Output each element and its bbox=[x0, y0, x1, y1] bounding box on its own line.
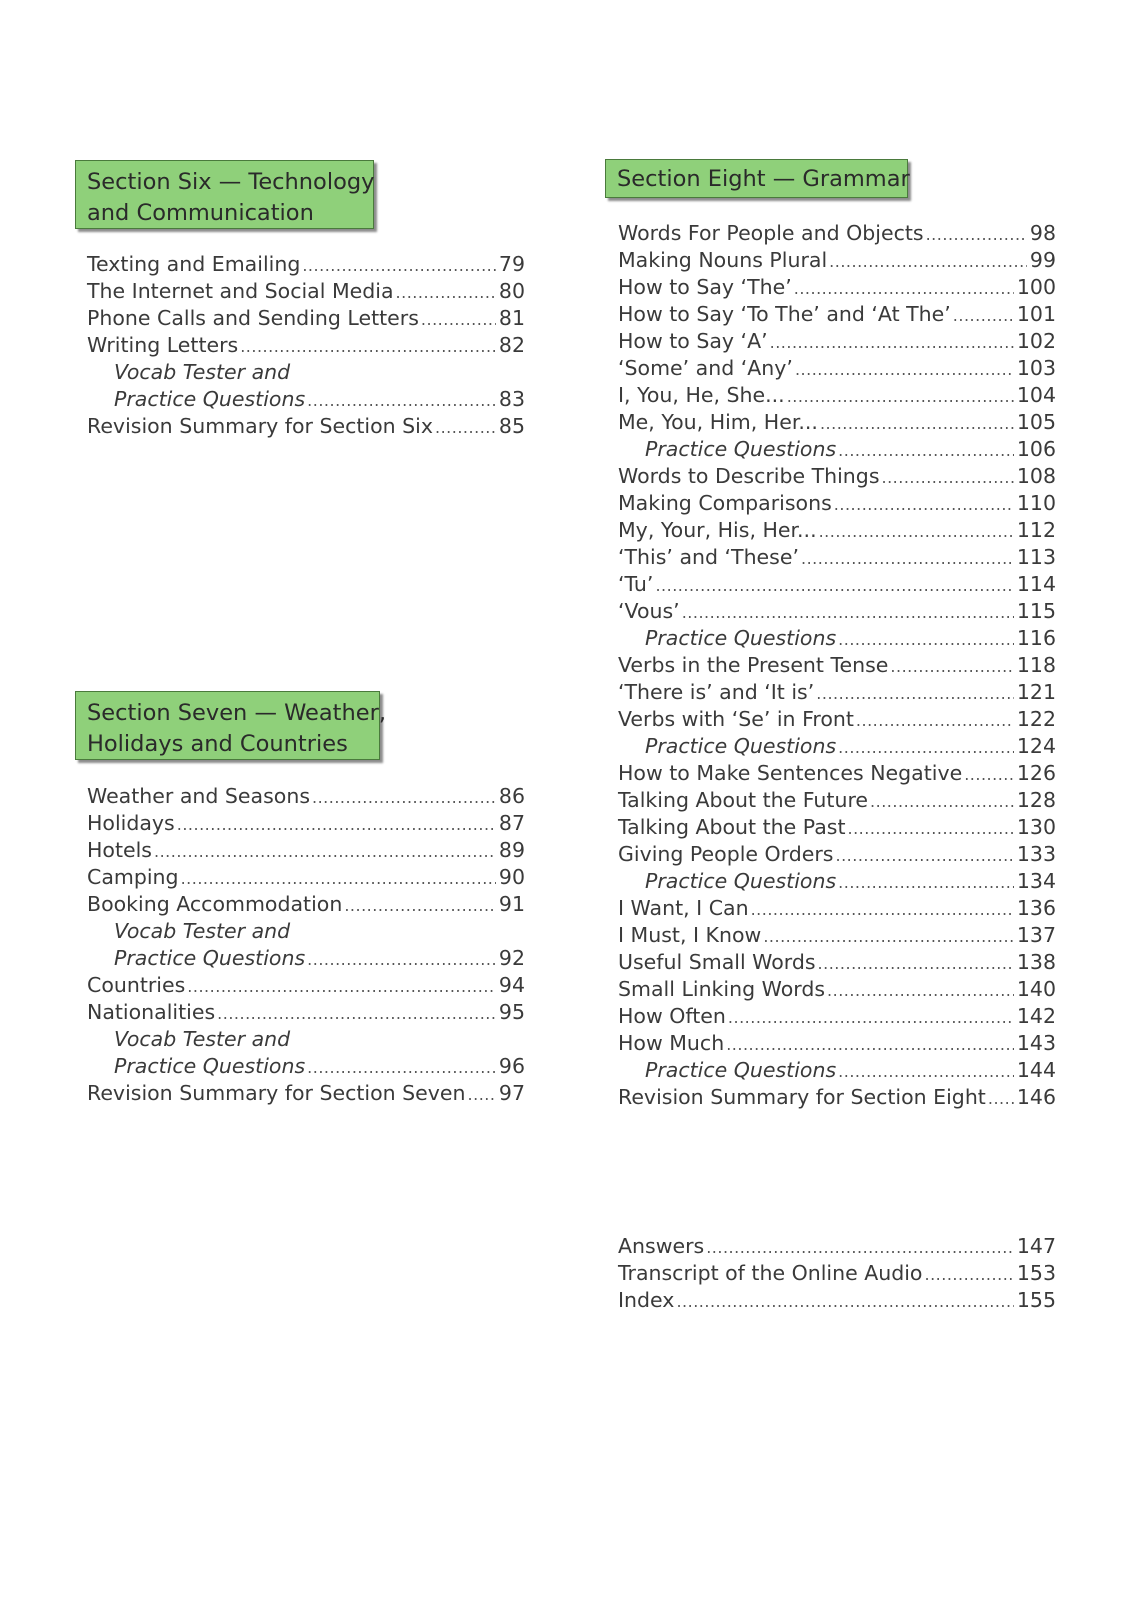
toc-entry[interactable]: I, You, He, She... ..... 104 bbox=[618, 382, 1056, 409]
toc-entry[interactable]: I Must, I Know ..... 137 bbox=[618, 922, 1056, 949]
toc-entry[interactable]: How Often ..... 142 bbox=[618, 1003, 1056, 1030]
toc-entry[interactable]: Hotels ..... 89 bbox=[87, 837, 525, 864]
toc-entry[interactable]: The Internet and Social Media ..... 80 bbox=[87, 278, 525, 305]
section-eight-toc bbox=[618, 220, 1056, 1111]
toc-entry[interactable]: Camping ..... 90 bbox=[87, 864, 525, 891]
toc-entry[interactable]: Verbs in the Present Tense ..... 118 bbox=[618, 652, 1056, 679]
section-six-title-line1: Section Six — Technology bbox=[87, 169, 375, 195]
toc-entry[interactable]: Revision Summary for Section Eight ..... 146 bbox=[618, 1084, 1056, 1111]
section-seven-title-line1: Section Seven — Weather, bbox=[87, 700, 386, 726]
toc-entry[interactable]: Practice Questions ..... 124 bbox=[618, 733, 1056, 760]
section-eight-title: Section Eight — Grammar bbox=[617, 166, 910, 192]
section-six-header bbox=[75, 160, 374, 229]
section-seven-toc bbox=[87, 783, 525, 1107]
toc-entry[interactable]: Practice Questions ..... 116 bbox=[618, 625, 1056, 652]
section-seven-title-line2: Holidays and Countries bbox=[87, 731, 348, 757]
toc-entry[interactable]: Phone Calls and Sending Letters ..... 81 bbox=[87, 305, 525, 332]
toc-entry[interactable]: Making Comparisons ..... 110 bbox=[618, 490, 1056, 517]
toc-entry[interactable]: How to Say ‘The’ ..... 100 bbox=[618, 274, 1056, 301]
toc-entry[interactable]: Practice Questions ..... 134 bbox=[618, 868, 1056, 895]
toc-entry[interactable]: Practice Questions ..... 96 bbox=[87, 1053, 525, 1080]
toc-entry[interactable]: I Want, I Can ..... 136 bbox=[618, 895, 1056, 922]
toc-entry[interactable]: Transcript of the Online Audio ..... 153 bbox=[618, 1260, 1056, 1287]
toc-subheading: Vocab Tester and bbox=[114, 1027, 291, 1051]
toc-entry[interactable]: Talking About the Past ..... 130 bbox=[618, 814, 1056, 841]
toc-entry[interactable]: Texting and Emailing ..... 79 bbox=[87, 251, 525, 278]
toc-entry[interactable]: How Much ..... 143 bbox=[618, 1030, 1056, 1057]
toc-entry[interactable]: Countries ..... 94 bbox=[87, 972, 525, 999]
toc-entry[interactable]: How to Say ‘A’ ..... 102 bbox=[618, 328, 1056, 355]
toc-entry[interactable]: Practice Questions ..... 144 bbox=[618, 1057, 1056, 1084]
toc-entry[interactable]: Revision Summary for Section Six ..... 85 bbox=[87, 413, 525, 440]
toc-entry[interactable]: My, Your, His, Her... ..... 112 bbox=[618, 517, 1056, 544]
toc-entry[interactable]: Verbs with ‘Se’ in Front ..... 122 bbox=[618, 706, 1056, 733]
toc-entry[interactable]: Answers ..... 147 bbox=[618, 1233, 1056, 1260]
toc-entry[interactable]: Writing Letters ..... 82 bbox=[87, 332, 525, 359]
toc-entry[interactable]: Practice Questions ..... 106 bbox=[618, 436, 1056, 463]
toc-entry[interactable]: How to Make Sentences Negative ..... 126 bbox=[618, 760, 1056, 787]
section-seven-header bbox=[75, 691, 386, 760]
toc-entry[interactable]: ‘Tu’ ..... 114 bbox=[618, 571, 1056, 598]
toc-entry[interactable]: ‘Some’ and ‘Any’ ..... 103 bbox=[618, 355, 1056, 382]
section-six-toc bbox=[87, 251, 525, 440]
toc-entry[interactable]: Useful Small Words ..... 138 bbox=[618, 949, 1056, 976]
toc-entry[interactable]: Words For People and Objects ..... 98 bbox=[618, 220, 1056, 247]
toc-entry[interactable]: Giving People Orders ..... 133 bbox=[618, 841, 1056, 868]
back-matter-toc bbox=[618, 1233, 1056, 1314]
section-eight-header bbox=[605, 159, 908, 198]
toc-entry[interactable]: Holidays ..... 87 bbox=[87, 810, 525, 837]
toc-entry[interactable]: ‘This’ and ‘These’ ..... 113 bbox=[618, 544, 1056, 571]
toc-entry[interactable]: Words to Describe Things ..... 108 bbox=[618, 463, 1056, 490]
toc-entry[interactable]: Nationalities ..... 95 bbox=[87, 999, 525, 1026]
toc-subheading: Vocab Tester and bbox=[114, 360, 291, 384]
toc-entry[interactable]: Small Linking Words ..... 140 bbox=[618, 976, 1056, 1003]
toc-subheading: Vocab Tester and bbox=[114, 919, 291, 943]
toc-entry[interactable]: ‘Vous’ ..... 115 bbox=[618, 598, 1056, 625]
toc-entry[interactable]: Practice Questions ..... 92 bbox=[87, 945, 525, 972]
toc-entry[interactable]: Weather and Seasons ..... 86 bbox=[87, 783, 525, 810]
section-six-title-line2: and Communication bbox=[87, 200, 314, 226]
toc-entry[interactable]: Talking About the Future ..... 128 bbox=[618, 787, 1056, 814]
toc-entry[interactable]: Booking Accommodation ..... 91 bbox=[87, 891, 525, 918]
toc-entry[interactable]: How to Say ‘To The’ and ‘At The’ ..... 101 bbox=[618, 301, 1056, 328]
toc-entry[interactable]: Practice Questions ..... 83 bbox=[87, 386, 525, 413]
toc-entry[interactable]: Me, You, Him, Her... ..... 105 bbox=[618, 409, 1056, 436]
toc-entry[interactable]: Making Nouns Plural ..... 99 bbox=[618, 247, 1056, 274]
toc-entry[interactable]: Index ..... 155 bbox=[618, 1287, 1056, 1314]
toc-entry[interactable]: ‘There is’ and ‘It is’ ..... 121 bbox=[618, 679, 1056, 706]
toc-entry[interactable]: Revision Summary for Section Seven ..... 97 bbox=[87, 1080, 525, 1107]
